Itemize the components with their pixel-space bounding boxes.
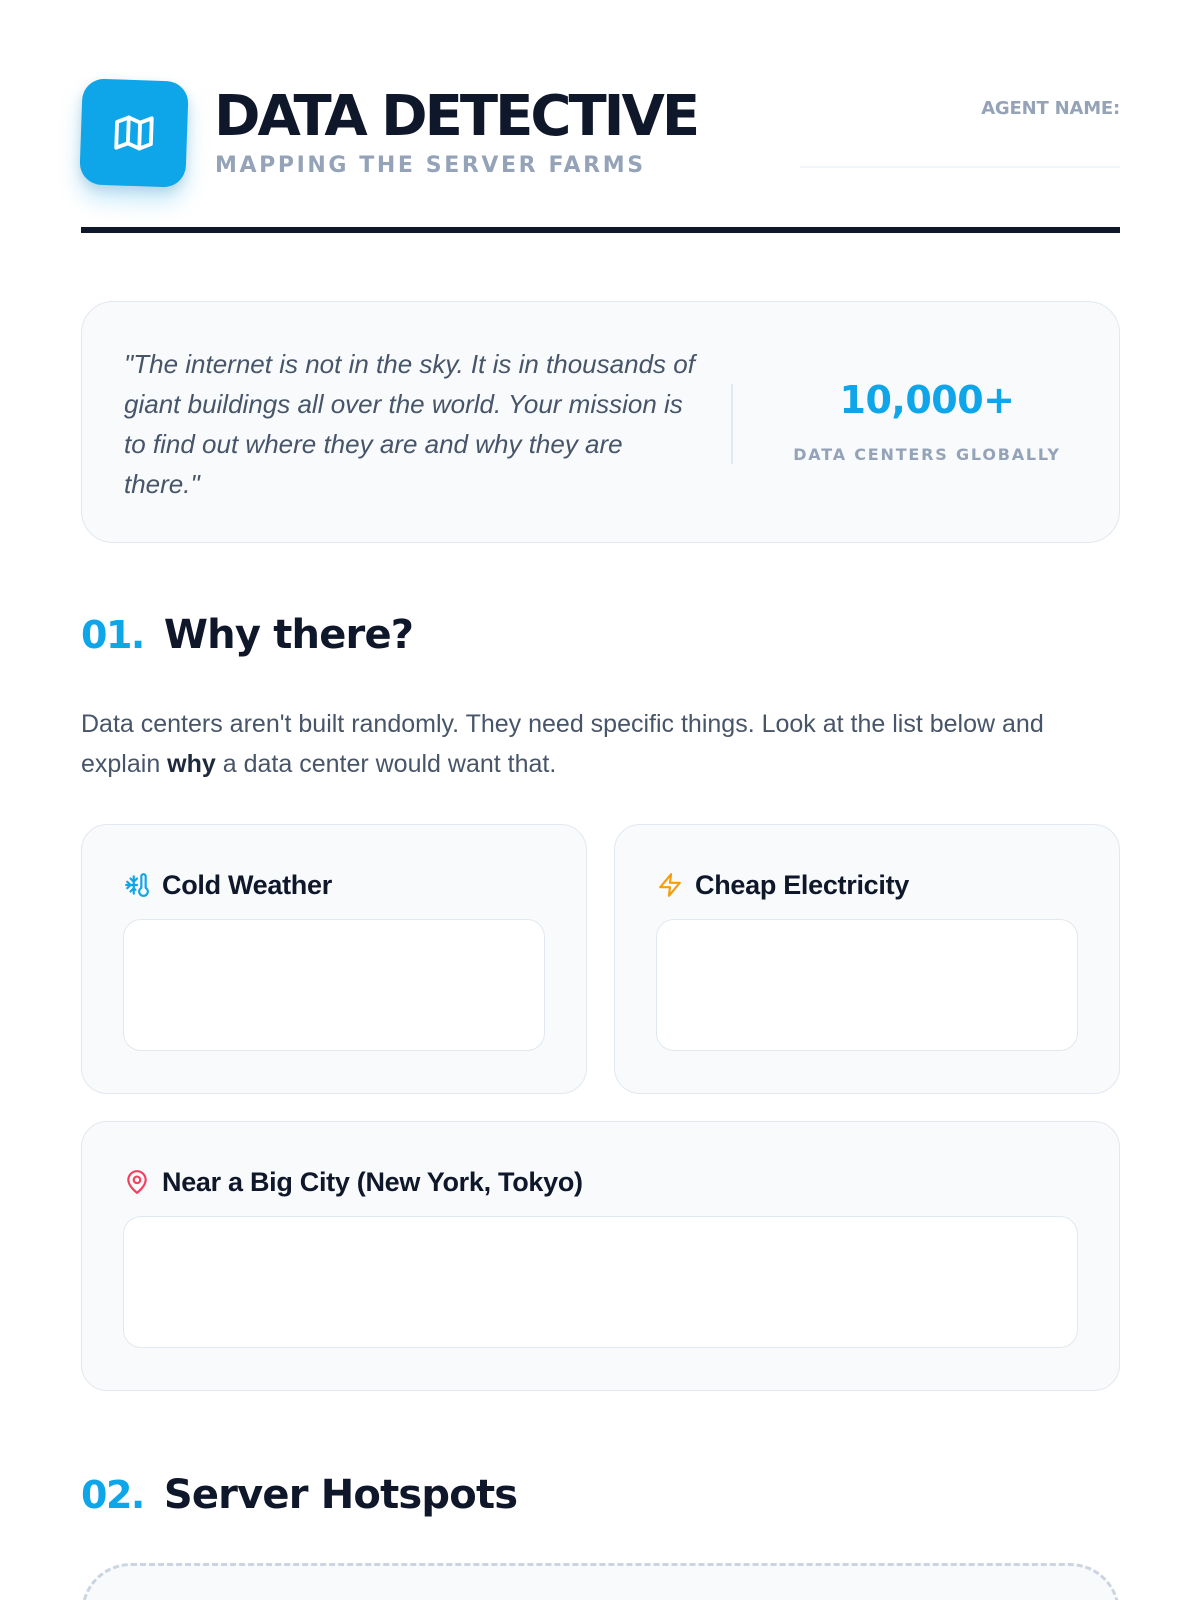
lightning-bolt-icon xyxy=(657,872,683,898)
section-heading-server-hotspots xyxy=(81,1472,517,1522)
factor-label: Cold Weather xyxy=(162,869,332,900)
section-number: 01. xyxy=(81,613,144,657)
map-icon xyxy=(110,109,158,157)
section-title: Why there? xyxy=(163,612,414,658)
factor-card-near-big-city xyxy=(81,1121,1120,1391)
cheap-electricity-answer-input[interactable] xyxy=(656,919,1078,1051)
agent-name-label: AGENT NAME: xyxy=(981,98,1120,119)
factor-label: Near a Big City (New York, Tokyo) xyxy=(162,1166,583,1197)
page-title: DATA DETECTIVE xyxy=(214,84,698,149)
description-text-end: a data center would want that. xyxy=(215,750,557,778)
near-big-city-answer-input[interactable] xyxy=(123,1216,1078,1348)
cold-weather-answer-input[interactable] xyxy=(123,919,545,1051)
agent-name-underline xyxy=(800,166,1120,168)
description-emphasis: why xyxy=(167,750,216,778)
section-description xyxy=(81,704,1081,784)
mission-quote: "The internet is not in the sky. It is in thousands of giant buildings all over the world. Your mission is to find out where they are and why they are there." xyxy=(124,349,695,499)
stat-number: 10,000+ xyxy=(839,378,1015,422)
header xyxy=(81,80,1120,190)
factor-label: Cheap Electricity xyxy=(695,869,909,900)
section-number: 02. xyxy=(81,1473,144,1517)
intro-card xyxy=(81,301,1120,543)
map-pin-icon xyxy=(124,1169,150,1195)
description-text: Data centers aren't built randomly. They need specific things. Look at the list below and explain xyxy=(81,710,1044,778)
page-subtitle: MAPPING THE SERVER FARMS xyxy=(215,153,646,178)
intro-divider xyxy=(731,384,733,464)
factor-card-cheap-electricity xyxy=(614,824,1120,1094)
section-heading-why-there xyxy=(81,612,413,662)
section-title: Server Hotspots xyxy=(163,1472,518,1518)
logo-tile xyxy=(79,78,189,188)
agent-name-input[interactable] xyxy=(800,126,1120,164)
factor-card-cold-weather xyxy=(81,824,587,1094)
stat-label: DATA CENTERS GLOBALLY xyxy=(793,445,1061,464)
hotspots-map-area[interactable] xyxy=(81,1563,1120,1600)
thermometer-snowflake-icon xyxy=(124,872,150,898)
header-divider xyxy=(81,227,1120,233)
